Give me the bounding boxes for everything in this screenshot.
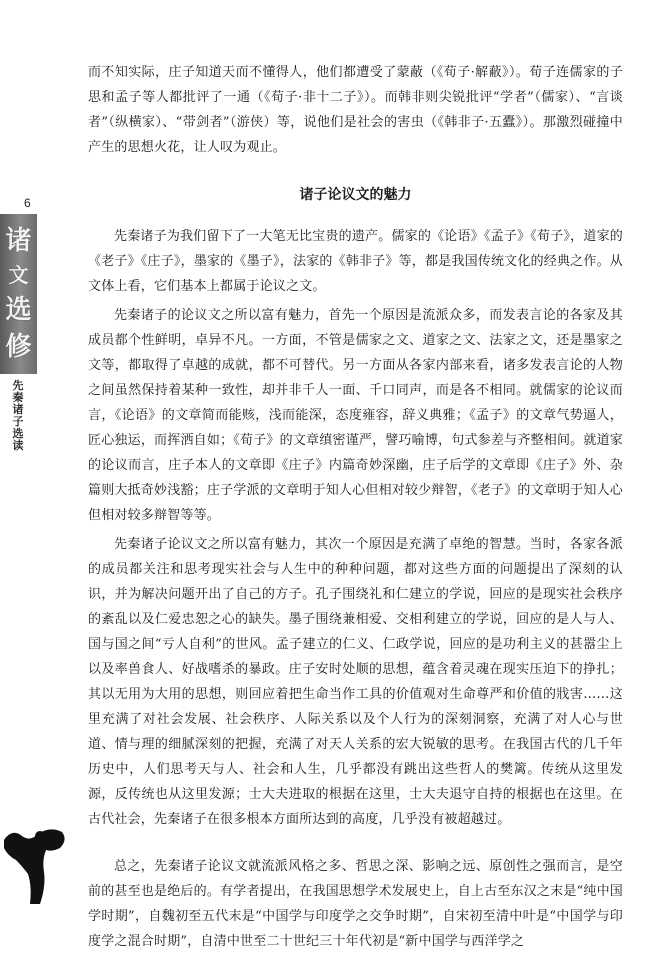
ink-figure-decoration	[0, 826, 70, 908]
side-tab-char: 修	[5, 332, 32, 363]
side-tab-char: 文	[8, 263, 29, 288]
paragraph: 先秦诸子的论议文之所以富有魅力，首先一个原因是流派众多，而发表言论的各家及其成员都个性鲜明，卓异不凡。一方面，不管是儒家之文、道家之文、法家之文，还是墨家之文等，都取得了卓越的成就，都不可替代。另一方面从各家内部来看，诸多发表言论的人物之间虽然保持着某种一致性，却并非千人一面、千口同声，而是各不相同。就儒家的论议而言，《论语》的文章简而能赅，浅而能深，态度雍容，辞义典雅；《孟子》的文章气势逼人，匠心独运，而挥洒自如；《荀子》的文章缜密谨严，譬巧喻博，句式参差与齐整相间。就道家的论议而言，庄子本人的文章即《庄子》内篇奇妙深幽，庄子后学的文章即《庄子》外、杂篇则大抵奇妙浅豁；庄子学派的文章明于知人心但相对较少辩智，《老子》的文章明于知人心但相对较多辩智等等。	[88, 308, 623, 523]
side-tab-char: 选	[5, 294, 32, 325]
paragraph-gap	[88, 836, 623, 854]
page-body	[88, 60, 623, 958]
paragraph: 先秦诸子为我们留下了一大笔无比宝贵的遗产。儒家的《论语》《孟子》《荀子》，道家的《老子》《庄子》，墨家的《墨子》，法家的《韩非子》等，都是我国传统文化的经典之作。从文体上看，它们基本上都属于论议之文。	[88, 229, 623, 294]
section-heading: 诸子论议文的魅力	[299, 187, 412, 203]
paragraph: 而不知实际，庄子知道天而不懂得人，他们都遭受了蒙蔽（《荀子·解蔽》）。荀子连儒家的子思和孟子等人都批评了一通（《荀子·非十二子》）。而韩非则尖锐批评“学者”（儒家）、“言谈者”（纵横家）、“带剑者”（游侠）等，说他们是社会的害虫（《韩非子·五蠹》）。那激烈碰撞中产生的思想火花，让人叹为观止。	[88, 65, 623, 155]
paragraph: 先秦诸子论议文之所以富有魅力，其次一个原因是充满了卓绝的智慧。当时，各家各派的成员都关注和思考现实社会与人生中的种种问题，都对这些方面的问题提出了深刻的认识，并为解决问题开出了自己的方子。孔子围绕礼和仁建立的学说，回应的是现实社会秩序的紊乱以及仁爱忠恕之心的缺失。墨子围绕兼相爱、交相利建立的学说，回应的是人与人、国与国之间“亏人自利”的世风。孟子建立的仁义、仁政学说，回应的是功利主义的甚嚣尘上以及率兽食人、好战嗜杀的暴政。庄子安时处顺的思想，蕴含着灵魂在现实压迫下的挣扎；其以无用为大用的思想，则回应着把生命当作工具的价值观对生命尊严和价值的戕害……这里充满了对社会发展、社会秩序、人际关系以及个人行为的深刻洞察，充满了对人心与世道、情与理的细腻深刻的把握，充满了对天人关系的宏大锐敏的思考。在我国古代的几千年历史中，人们思考天与人、社会和人生，几乎都没有跳出这些哲人的樊篱。传统从这里发源，反传统也从这里发源；士大夫进取的根据在这里，士大夫退守自持的根据也在这里。在古代社会，先秦诸子在很多根本方面所达到的高度，几乎没有被超越过。	[88, 537, 623, 827]
series-side-tab	[0, 214, 37, 374]
paragraph: 总之，先秦诸子论议文就流派风格之多、哲思之深、影响之远、原创性之强而言，是空前的甚至也是绝后的。有学者提出，在我国思想学术发展史上，自上古至东汉之末是“纯中国学时期”，自魏初至五代末是“中国学与印度学之交争时期”，自宋初至清中叶是“中国学与印度学之混合时期”，自清中世至二十世纪三十年代初是“新中国学与西洋学之	[88, 859, 623, 949]
page-number: 6	[24, 196, 31, 210]
book-subtitle: 先秦诸子选读	[12, 379, 24, 452]
side-tab-char: 诸	[5, 225, 32, 256]
